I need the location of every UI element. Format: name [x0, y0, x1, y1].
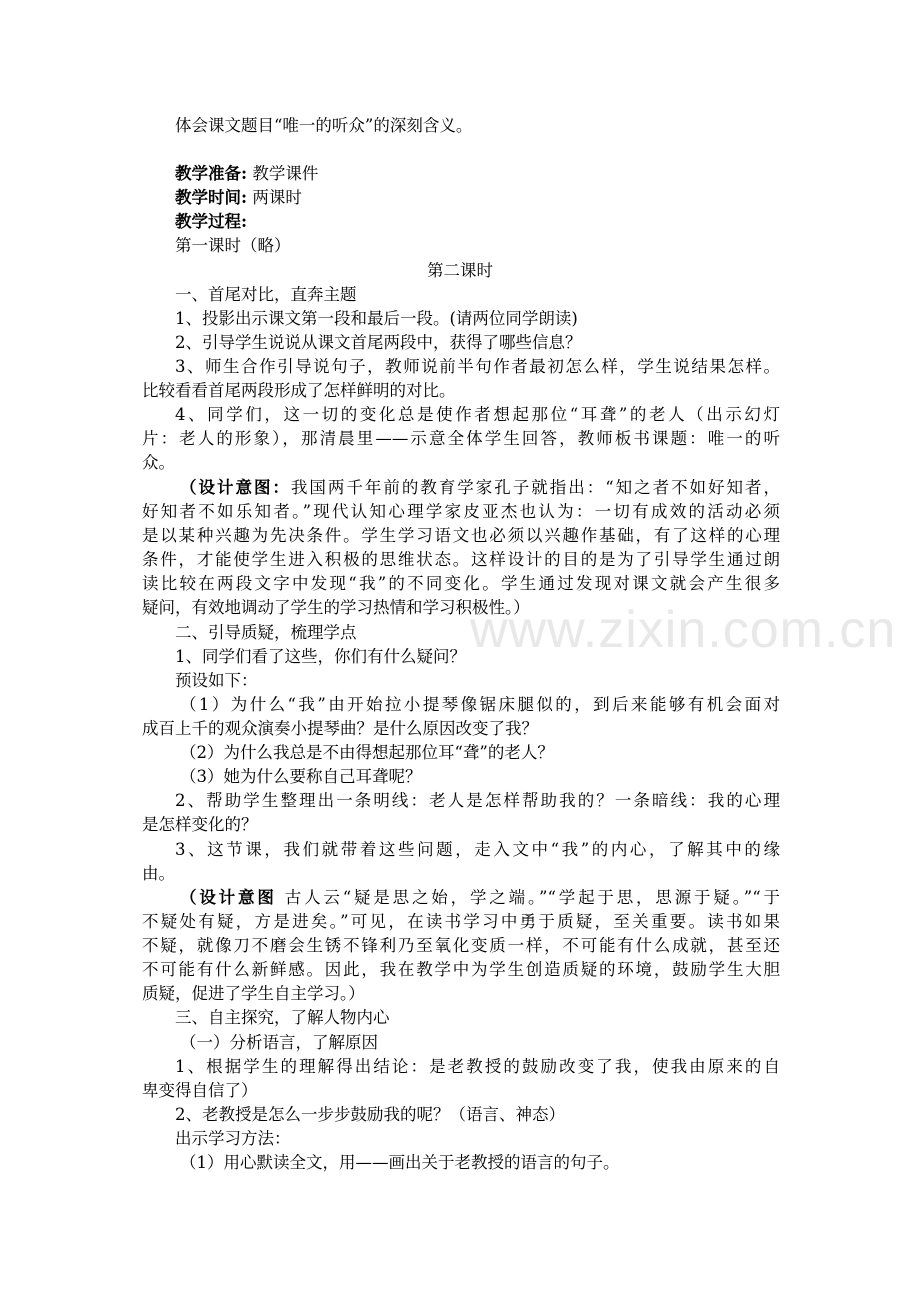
paragraph-line: 2、帮助学生整理出一条明线：老人是怎样帮助我的？一条暗线：我的心理 [175, 791, 780, 810]
design-intent-label: （设计意图 [180, 888, 277, 907]
paragraph-line: （1）用心默读全文，用——画出关于老教授的语言的句子。 [180, 1153, 620, 1172]
paragraph-line: 片：老人的形象），那清晨里——示意全体学生回答，教师板书课题：唯一的听 [142, 429, 780, 448]
time-label: 教学时间 [175, 188, 241, 207]
process-label: 教学过程 [175, 212, 241, 231]
paragraph-line: 是以某种兴趣为先决条件。学生学习语文也必须以兴趣作基础，有了这样的心理 [142, 526, 780, 545]
paragraph-line: 1、根据学生的理解得出结论：是老教授的鼓励改变了我，使我由原来的自 [175, 1057, 780, 1076]
design-intent-text: 我国两千年前的教育学家孔子就指出：“知之者不如好知者， [290, 478, 781, 497]
paragraph-line: 预设如下： [175, 671, 258, 690]
paragraph-line: （1）为什么“我”由开始拉小提琴像锯床腿似的，到后来能够有机会面对 [180, 695, 780, 714]
paragraph-line: 质疑，促进了学生自主学习。） [142, 984, 365, 1003]
paragraph-line: 出示学习方法： [175, 1129, 291, 1148]
paragraph-line: 不疑处有疑，方是进矣。”可见，在读书学习中勇于质疑，至关重要。读书如果 [142, 912, 780, 931]
design-intent-line [180, 476, 780, 500]
section-heading: 一、首尾对比，直奔主题 [175, 285, 357, 304]
paragraph-line: 读比较在两段文字中发现“我”的不同变化。学生通过发现对课文就会产生很多 [142, 574, 780, 593]
paragraph-line: 不疑，就像刀不磨会生锈不锋利乃至氧化变质一样，不可能有什么成就，甚至还 [142, 936, 780, 955]
paragraph-line: 3、师生合作引导说句子，教师说前半句作者最初怎么样，学生说结果怎样。 [175, 357, 780, 376]
paragraph-line: 成百上千的观众演奏小提琴曲？是什么原因改变了我？ [142, 719, 538, 738]
paragraph-line: （2）为什么我总是不由得想起那位耳“聋”的老人？ [180, 743, 554, 762]
paragraph-line: 第一课时（略） [175, 236, 291, 255]
paragraph-line: 1、同学们看了这些，你们有什么疑问？ [175, 647, 466, 666]
paragraph-line: 好知者不如乐知者。”现代认知心理学家皮亚杰也认为：一切有成效的活动必须 [142, 502, 780, 521]
design-intent-text: 古人云“疑是思之始，学之端。”“学起于思，思源于疑。”“于 [284, 888, 780, 907]
paragraph-line: 条件，才能使学生进入积极的思维状态。这样设计的目的是为了引导学生通过朗 [142, 550, 780, 569]
process-colon: : [241, 212, 248, 231]
prep-label: 教学准备 [175, 164, 241, 183]
time-value: 两课时 [252, 188, 302, 207]
paragraph-line: 比较看看首尾两段形成了怎样鲜明的对比。 [142, 381, 456, 400]
paragraph-line: （一）分析语言，了解原因 [180, 1033, 378, 1052]
paragraph-line: 卑变得自信了） [142, 1081, 258, 1100]
paragraph-line: 2、引导学生说说从课文首尾两段中，获得了哪些信息？ [175, 333, 582, 352]
prep-value: 教学课件 [252, 164, 319, 183]
paragraph-line: 众。 [142, 453, 175, 472]
prep-line [175, 162, 318, 186]
paragraph-line: 体会课文题目“唯一的听众”的深刻含义。 [175, 116, 473, 135]
section-title: 第二课时 [427, 261, 493, 280]
paragraph-line: 由。 [142, 864, 175, 883]
design-intent-label: （设计意图： [180, 478, 291, 497]
time-colon: : [241, 188, 248, 207]
design-intent-line [180, 886, 780, 910]
process-line [175, 210, 247, 234]
prep-colon: : [241, 164, 248, 183]
paragraph-line: 4、同学们，这一切的变化总是使作者想起那位“耳聋”的老人（出示幻灯 [175, 405, 780, 424]
paragraph-line: 2、老教授是怎么一步步鼓励我的呢？（语言、神态） [175, 1105, 565, 1124]
time-line [175, 186, 302, 210]
watermark: www.zixin.com.cn [470, 601, 897, 659]
paragraph-line: （3）她为什么要称自己耳聋呢？ [180, 767, 422, 786]
paragraph-line: 1、投影出示课文第一段和最后一段。(请两位同学朗读) [175, 309, 578, 328]
paragraph-line: 是怎样变化的？ [142, 815, 258, 834]
section-heading: 二、引导质疑，梳理学点 [175, 623, 357, 642]
paragraph-line: 3、这节课，我们就带着这些问题，走入文中“我”的内心，了解其中的缘 [175, 840, 780, 859]
paragraph-line: 疑问，有效地调动了学生的学习热情和学习积极性。） [142, 598, 530, 617]
section-heading: 三、自主探究，了解人物内心 [175, 1008, 390, 1027]
paragraph-line: 不可能有什么新鲜感。因此，我在教学中为学生创造质疑的环境，鼓励学生大胆 [142, 960, 780, 979]
